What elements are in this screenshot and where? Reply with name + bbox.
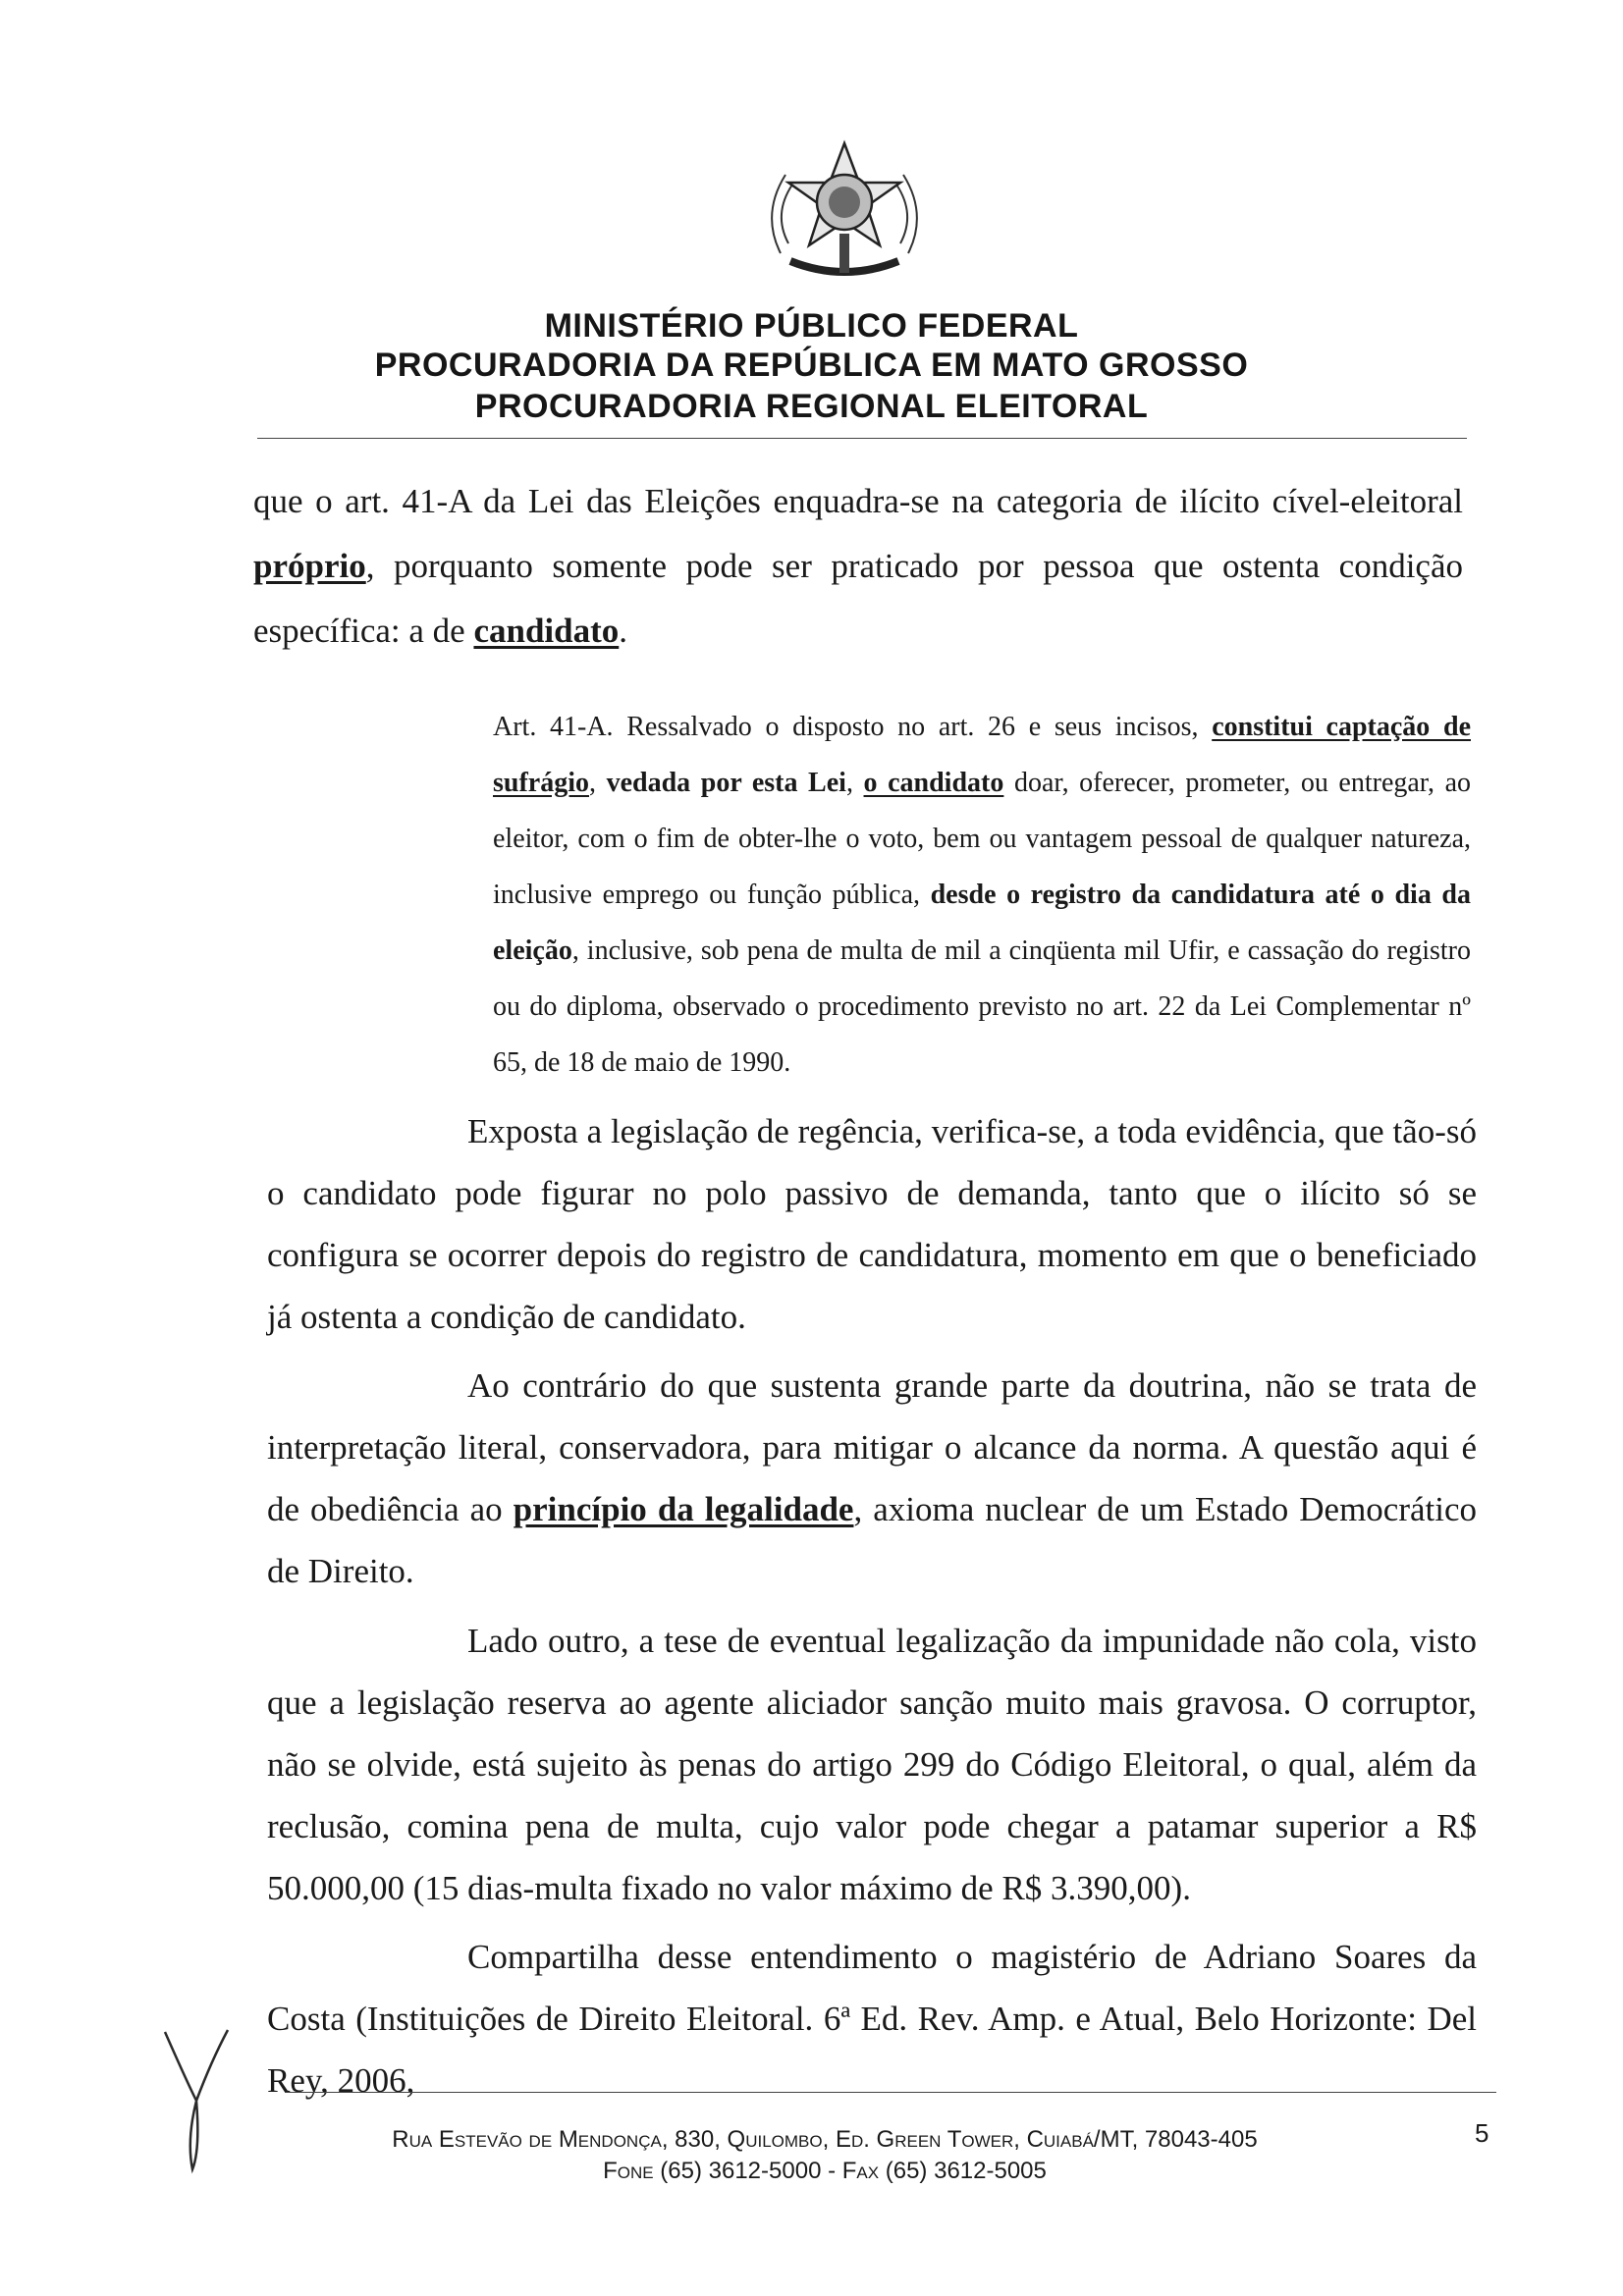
paragraph-1: que o art. 41-A da Lei das Eleições enquadra-se na categoria de ilícito cível-eleitoral próprio, porquanto somente pode ser praticado por pessoa que ostenta condição específica: a de candidato.: [253, 482, 1463, 650]
quote-emphasis-captacao: constitui captação de sufrágio: [493, 712, 1471, 798]
quote-emphasis-registro: desde o registro da candidatura até o dia da eleição: [493, 880, 1471, 966]
header-regional: PROCURADORIA REGIONAL ELEITORAL: [474, 388, 1149, 425]
emphasis-candidato: candidato: [473, 612, 620, 650]
header-divider: [257, 438, 1467, 439]
header-ministry: MINISTÉRIO PÚBLICO FEDERAL: [544, 307, 1079, 345]
header-procuradoria: PROCURADORIA DA REPÚBLICA EM MATO GROSSO: [374, 347, 1249, 384]
paragraph-4: Lado outro, a tese de eventual legalização da impunidade não cola, visto que a legislação reserva ao agente aliciador sanção muito mais gravosa. O corruptor, não se olvide, está sujeito às penas do artigo 299 do Código Eleitoral, o qual, além da reclusão, comina pena de multa, cujo valor pode chegar a patamar superior a R$ 50.000,00 (15 dias-multa fixado no valor máximo de R$ 3.390,00).: [267, 1622, 1477, 1907]
paragraph-2: Exposta a legislação de regência, verifica-se, a toda evidência, que tão-só o candidato pode figurar no polo passivo de demanda, tanto que o ilícito só se configura se ocorrer depois do registro de candidatura, momento em que o beneficiado já ostenta a condição de candidato.: [267, 1112, 1477, 1336]
coat-of-arms-icon: [751, 135, 938, 293]
footer-divider: [285, 2092, 1496, 2093]
signature-initial-icon: [157, 2022, 236, 2179]
quote-emphasis-candidato: o candidato: [863, 768, 1004, 798]
emphasis-legalidade: princípio da legalidade: [513, 1490, 854, 1528]
footer-address: Rua Estevão de Mendonça, 830, Quilombo, Ed. Green Tower, Cuiabá/MT, 78043-405: [392, 2126, 1258, 2153]
footer-phone: Fone (65) 3612-5000 - Fax (65) 3612-5005: [603, 2158, 1047, 2184]
emphasis-proprio: próprio: [253, 547, 366, 585]
quote-emphasis-vedada: vedada por esta Lei: [606, 768, 846, 798]
paragraph-5: Compartilha desse entendimento o magistério de Adriano Soares da Costa (Instituições de Direito Eleitoral. 6ª Ed. Rev. Amp. e Atual, Belo Horizonte: Del Rey, 2006,: [267, 1938, 1477, 2100]
page-number: 5: [1475, 2118, 1489, 2148]
legal-quote: Art. 41-A. Ressalvado o disposto no art. 26 e seus incisos, constitui captação de sufrágio, vedada por esta Lei, o candidato doar, oferecer, prometer, ou entregar, ao eleitor, com o fim de obter-lhe o voto, bem ou vantagem pessoal de qualquer natureza, inclusive emprego ou função pública, desde o registro da candidatura até o dia da eleição, inclusive, sob pena de multa de mil a cinqüenta mil Ufir, e cassação do registro ou do diploma, observado o procedimento previsto no art. 22 da Lei Complementar nº 65, de 18 de maio de 1990.: [493, 712, 1472, 1078]
paragraph-3: Ao contrário do que sustenta grande parte da doutrina, não se trata de interpretação literal, conservadora, para mitigar o alcance da norma. A questão aqui é de obediência ao princípio da legalidade, axioma nuclear de um Estado Democrático de Direito.: [267, 1366, 1478, 1590]
